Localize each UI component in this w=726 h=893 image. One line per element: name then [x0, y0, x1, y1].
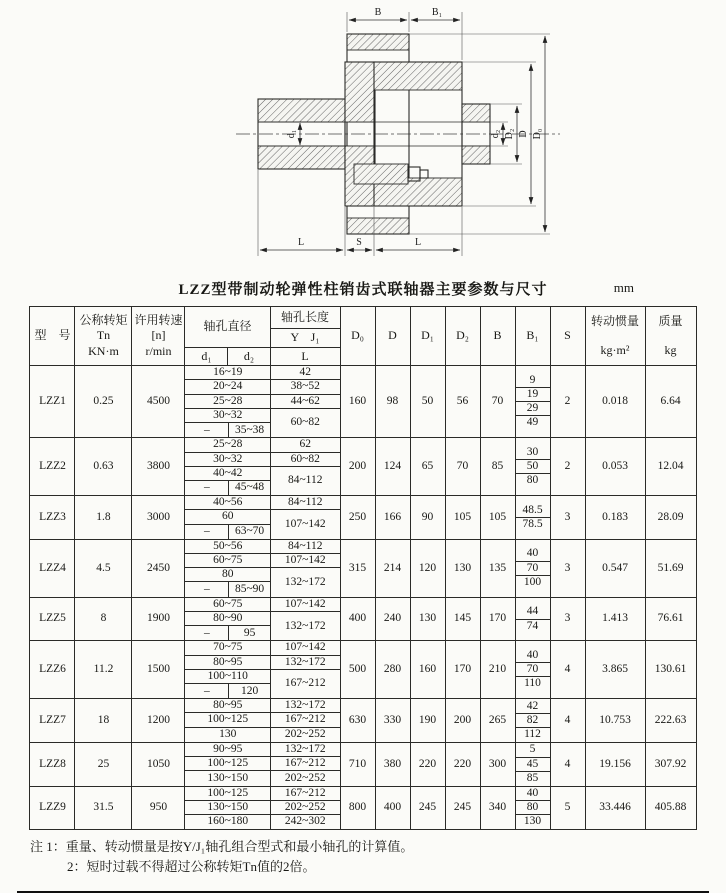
- table-row: [30, 438, 696, 496]
- bore-cell: 40~42: [185, 467, 269, 481]
- bore-cell: 132~172: [270, 699, 340, 713]
- cell-D2: 70: [445, 438, 480, 496]
- bore-cell: 242~302: [270, 815, 340, 829]
- cell-D2: 200: [445, 699, 480, 743]
- header-mass: [645, 307, 696, 366]
- cell-D2: 145: [445, 597, 480, 641]
- cell-speed: 1500: [132, 641, 185, 699]
- bore-cell: 45~48: [228, 481, 270, 495]
- cell-D1: 50: [410, 366, 445, 438]
- bore-cell: 90~95: [185, 743, 269, 757]
- spec-table-head: [30, 307, 696, 366]
- cell-torque: 31.5: [75, 786, 132, 830]
- header-torque-unit: KN·m: [88, 343, 119, 358]
- cell-S: 3: [550, 539, 585, 597]
- bore-grid: [185, 743, 339, 786]
- header-speed: [132, 307, 185, 366]
- bore-cell: 25~28: [185, 395, 269, 409]
- b1-segment: 30: [526, 445, 539, 458]
- cell-B1: [515, 539, 550, 597]
- bore-cell: 25~28: [185, 438, 269, 452]
- bore-cell: 60: [185, 510, 269, 524]
- cell-speed: 2450: [132, 539, 185, 597]
- bore-grid: [185, 598, 339, 641]
- bore-cell: 60~82: [270, 453, 340, 467]
- header-mass-unit: kg: [664, 342, 677, 357]
- bore-cell: 30~32: [185, 453, 269, 467]
- cell-D1: 220: [410, 742, 445, 786]
- cell-model: LZZ6: [30, 641, 75, 699]
- bore-cell: 107~142: [270, 641, 340, 655]
- cell-speed: 1200: [132, 699, 185, 743]
- spec-table-body: [30, 366, 696, 830]
- bore-cell: 80: [185, 568, 269, 582]
- dim-label-L-left: L: [297, 237, 305, 248]
- cell-D2: 105: [445, 496, 480, 540]
- header-speed-unit: r/min: [145, 343, 172, 358]
- table-row: [30, 641, 696, 699]
- cell-S: 2: [550, 366, 585, 438]
- cell-D0: 200: [340, 438, 375, 496]
- bore-cell: 84~112: [270, 496, 340, 510]
- cell-B: 135: [480, 539, 515, 597]
- header-D2: D₂: [445, 307, 480, 366]
- cell-mass: 6.64: [645, 366, 696, 438]
- cell-D0: 800: [340, 786, 375, 830]
- cell-speed: 950: [132, 786, 185, 830]
- cell-S: 3: [550, 597, 585, 641]
- bore-cell: 80~90: [185, 612, 269, 626]
- bore-grid: [185, 366, 339, 437]
- cell-B1: [515, 742, 550, 786]
- b1-stack: [516, 446, 550, 488]
- bore-cell: 100~125: [185, 787, 269, 801]
- bore-cell: 132~172: [270, 656, 340, 670]
- elastic-pin: [354, 164, 408, 184]
- cell-speed: 3000: [132, 496, 185, 540]
- title-row: [30, 278, 696, 300]
- cell-model: LZZ1: [30, 366, 75, 438]
- bore-cell: 160~180: [207, 815, 249, 828]
- table-row: [30, 742, 696, 786]
- bore-grid: [185, 540, 339, 597]
- bore-cell: 167~212: [270, 713, 340, 727]
- bore-cell: –: [203, 582, 210, 595]
- dim-label-D: D: [518, 130, 529, 138]
- header-inertia-unit: kg·m²: [600, 342, 630, 357]
- header-S: S: [550, 307, 585, 366]
- b1-stack: [516, 649, 550, 691]
- b1-segment: 100: [516, 575, 550, 589]
- table-row: [30, 366, 696, 438]
- table-row: [30, 597, 696, 641]
- b1-segment: 80: [516, 473, 550, 487]
- cell-mass: 28.09: [645, 496, 696, 540]
- b1-segment: 48.5: [522, 503, 543, 516]
- bore-cell: 20~24: [185, 380, 269, 394]
- cell-mass: 307.92: [645, 742, 696, 786]
- cell-model: LZZ2: [30, 438, 75, 496]
- cell-mass: 76.61: [645, 597, 696, 641]
- bore-cell: 44~62: [270, 395, 340, 409]
- header-d1: d₁: [185, 347, 228, 366]
- cell-D0: 160: [340, 366, 375, 438]
- cell-model: LZZ8: [30, 742, 75, 786]
- cell-D2: 170: [445, 641, 480, 699]
- b1-segment: 9: [529, 373, 536, 386]
- bore-cell: 107~142: [270, 598, 340, 612]
- bore-cell: 85~90: [228, 582, 270, 596]
- cell-torque: 0.25: [75, 366, 132, 438]
- note-line-2: 2：短时过载不得超过公称转矩Tn值的2倍。: [67, 859, 316, 875]
- bore-cell: –: [203, 481, 210, 494]
- page-title: LZZ型带制动轮弹性柱销齿式联轴器主要参数与尺寸: [178, 282, 548, 298]
- b1-stack: [516, 374, 550, 430]
- bore-cell: 80~95: [185, 699, 269, 713]
- bore-cell: 120: [228, 684, 270, 698]
- cell-B1: [515, 496, 550, 540]
- cell-B1: [515, 597, 550, 641]
- bore-cell: 84~112: [270, 540, 340, 554]
- header-D: D: [375, 307, 410, 366]
- cell-inertia: 0.053: [585, 438, 645, 496]
- bore-cell: 35~38: [228, 423, 270, 437]
- header-D0: D₀: [340, 307, 375, 366]
- coupling-technical-drawing: [0, 4, 726, 272]
- header-model: 型 号: [30, 307, 75, 366]
- cell-model: LZZ5: [30, 597, 75, 641]
- cell-inertia: 0.183: [585, 496, 645, 540]
- cell-torque: 8: [75, 597, 132, 641]
- cell-D1: 190: [410, 699, 445, 743]
- cell-model: LZZ9: [30, 786, 75, 830]
- b1-segment: 29: [516, 401, 550, 415]
- b1-segment: 74: [516, 619, 550, 633]
- b1-stack: [516, 605, 550, 632]
- bore-cell: 130: [219, 728, 237, 741]
- bore-grid: [185, 496, 339, 539]
- cell-D: 400: [375, 786, 410, 830]
- table-row: [30, 699, 696, 743]
- b1-segment: 110: [516, 676, 550, 690]
- cell-D0: 250: [340, 496, 375, 540]
- b1-stack: [516, 743, 550, 785]
- header-torque-cn: 公称转矩: [79, 312, 128, 327]
- cell-B: 105: [480, 496, 515, 540]
- header-B1: B₁: [515, 307, 550, 366]
- bore-cell: –: [203, 525, 210, 538]
- bore-cell: 167~212: [270, 757, 340, 771]
- cell-mass: 405.88: [645, 786, 696, 830]
- header-d2: d₂: [228, 347, 270, 366]
- bore-cell: 95: [228, 626, 270, 640]
- cell-S: 4: [550, 742, 585, 786]
- cell-B: 265: [480, 699, 515, 743]
- header-speed-cn: 许用转速: [134, 312, 183, 327]
- header-bore-diameter: 轴孔直径: [185, 307, 270, 348]
- cell-B1: [515, 786, 550, 830]
- bore-cell: 132~172: [270, 568, 340, 596]
- cell-D1: 130: [410, 597, 445, 641]
- header-torque-sym: Tn: [96, 328, 111, 343]
- cell-S: 5: [550, 786, 585, 830]
- unit-label: mm: [613, 280, 634, 295]
- bore-cell: 84~112: [270, 467, 340, 495]
- header-B: B: [480, 307, 515, 366]
- cell-S: 3: [550, 496, 585, 540]
- cell-inertia: 1.413: [585, 597, 645, 641]
- bore-cell: 40~56: [185, 496, 269, 510]
- cell-mass: 12.04: [645, 438, 696, 496]
- header-D1: D₁: [410, 307, 445, 366]
- b1-stack: [516, 504, 550, 531]
- cell-bores: [185, 742, 340, 786]
- cell-S: 4: [550, 699, 585, 743]
- cell-D1: 160: [410, 641, 445, 699]
- bore-cell: 50~56: [185, 540, 269, 554]
- cell-B: 85: [480, 438, 515, 496]
- bore-cell: –: [203, 684, 210, 697]
- cell-D: 98: [375, 366, 410, 438]
- bore-cell: –: [203, 423, 210, 436]
- bore-cell: 100~125: [185, 757, 269, 771]
- dim-label-S: S: [356, 237, 362, 248]
- b1-stack: [516, 787, 550, 829]
- cell-B1: [515, 366, 550, 438]
- cell-model: LZZ3: [30, 496, 75, 540]
- cell-D1: 90: [410, 496, 445, 540]
- dim-label-d2: d₂: [490, 129, 501, 139]
- cell-inertia: 19.156: [585, 742, 645, 786]
- dim-label-B: B: [374, 7, 382, 18]
- cell-B: 210: [480, 641, 515, 699]
- bore-cell: 42: [270, 366, 340, 380]
- cell-D: 380: [375, 742, 410, 786]
- bore-cell: 130~150: [207, 771, 249, 784]
- b1-segment: 85: [516, 771, 550, 785]
- bore-cell: 132~172: [270, 612, 340, 640]
- header-L: L: [270, 347, 340, 366]
- cell-S: 2: [550, 438, 585, 496]
- cell-D: 330: [375, 699, 410, 743]
- cell-torque: 4.5: [75, 539, 132, 597]
- b1-segment: 82: [516, 713, 550, 727]
- cell-D0: 630: [340, 699, 375, 743]
- header-inertia-cn: 转动惯量: [590, 314, 639, 328]
- cell-speed: 3800: [132, 438, 185, 496]
- header-mass-cn: 质量: [658, 314, 683, 328]
- b1-stack: [516, 700, 550, 742]
- bore-cell: 100~110: [185, 670, 269, 684]
- b1-segment: 80: [516, 800, 550, 814]
- cell-speed: 4500: [132, 366, 185, 438]
- table-row: [30, 786, 696, 830]
- table-row: [30, 539, 696, 597]
- cell-speed: 1900: [132, 597, 185, 641]
- bore-cell: 63~70: [228, 525, 270, 539]
- cell-inertia: 33.446: [585, 786, 645, 830]
- bore-cell: 30~32: [185, 409, 269, 423]
- cell-B1: [515, 641, 550, 699]
- cell-D: 124: [375, 438, 410, 496]
- bore-cell: 202~252: [270, 801, 340, 815]
- bore-cell: 167~212: [270, 787, 340, 801]
- cell-B: 340: [480, 786, 515, 830]
- bore-cell: 60~75: [185, 554, 269, 568]
- b1-segment: 40: [526, 648, 539, 661]
- b1-segment: 44: [526, 605, 539, 618]
- b1-segment: 112: [516, 727, 550, 741]
- cell-torque: 1.8: [75, 496, 132, 540]
- bore-cell: 202~252: [270, 771, 340, 785]
- bore-cell: 60~75: [185, 598, 269, 612]
- cell-mass: 51.69: [645, 539, 696, 597]
- bore-grid: [185, 641, 339, 698]
- header-speed-sym: [n]: [151, 328, 166, 343]
- dim-label-L-right: L: [414, 237, 422, 248]
- b1-segment: 130: [516, 814, 550, 828]
- cell-D0: 315: [340, 539, 375, 597]
- cell-D: 240: [375, 597, 410, 641]
- cell-inertia: 0.018: [585, 366, 645, 438]
- spec-table: [29, 306, 696, 830]
- table-row: [30, 496, 696, 540]
- dim-label-D2: D₂: [504, 128, 515, 140]
- cell-bores: [185, 539, 340, 597]
- cell-bores: [185, 641, 340, 699]
- header-YJ1: Y J₁: [270, 329, 340, 348]
- bore-cell: 80~95: [185, 656, 269, 670]
- note-line-1: 注 1：重量、转动惯量是按Y/J₁轴孔组合型式和最小轴孔的计算值。: [30, 839, 414, 855]
- cell-bores: [185, 786, 340, 830]
- cell-bores: [185, 597, 340, 641]
- b1-segment: 40: [526, 547, 539, 560]
- cell-S: 4: [550, 641, 585, 699]
- cell-D: 214: [375, 539, 410, 597]
- bore-cell: 107~142: [270, 510, 340, 538]
- bore-grid: [185, 438, 339, 495]
- b1-segment: 70: [516, 662, 550, 676]
- bore-cell: 100~125: [185, 713, 269, 727]
- cell-torque: 18: [75, 699, 132, 743]
- cell-inertia: 0.547: [585, 539, 645, 597]
- cell-speed: 1050: [132, 742, 185, 786]
- cell-D: 280: [375, 641, 410, 699]
- b1-segment: 42: [526, 699, 539, 712]
- header-bore-length: 轴孔长度: [270, 307, 340, 329]
- b1-segment: 78.5: [516, 517, 550, 531]
- cell-bores: [185, 366, 340, 438]
- bore-grid: [185, 699, 339, 742]
- cell-D2: 56: [445, 366, 480, 438]
- header-inertia: [585, 307, 645, 366]
- cell-mass: 222.63: [645, 699, 696, 743]
- dim-label-D0: D₀: [532, 128, 543, 140]
- cell-D1: 245: [410, 786, 445, 830]
- cell-D1: 120: [410, 539, 445, 597]
- bore-cell: 132~172: [270, 743, 340, 757]
- header-torque: [75, 307, 132, 366]
- bore-cell: 62: [270, 438, 340, 452]
- cell-B: 70: [480, 366, 515, 438]
- bore-cell: 38~52: [270, 380, 340, 394]
- b1-segment: 5: [529, 743, 536, 756]
- b1-stack: [516, 547, 550, 589]
- b1-segment: 50: [516, 459, 550, 473]
- bore-cell: 16~19: [185, 366, 269, 380]
- cell-D2: 130: [445, 539, 480, 597]
- bore-cell: 167~212: [270, 670, 340, 698]
- dim-label-B1: B₁: [431, 7, 443, 18]
- cell-torque: 25: [75, 742, 132, 786]
- b1-segment: 49: [516, 415, 550, 429]
- cell-bores: [185, 438, 340, 496]
- cell-bores: [185, 496, 340, 540]
- bore-grid: [185, 787, 339, 830]
- cell-inertia: 10.753: [585, 699, 645, 743]
- bore-cell: –: [203, 626, 210, 639]
- bore-cell: 202~252: [270, 728, 340, 742]
- cell-D0: 500: [340, 641, 375, 699]
- cell-B1: [515, 438, 550, 496]
- cell-B1: [515, 699, 550, 743]
- cell-model: LZZ4: [30, 539, 75, 597]
- bore-cell: 70~75: [185, 641, 269, 655]
- cell-B: 300: [480, 742, 515, 786]
- cell-bores: [185, 699, 340, 743]
- cell-inertia: 3.865: [585, 641, 645, 699]
- cell-D2: 245: [445, 786, 480, 830]
- cell-D: 166: [375, 496, 410, 540]
- bore-cell: 60~82: [270, 409, 340, 437]
- cell-torque: 11.2: [75, 641, 132, 699]
- dim-label-d1: d₁: [286, 129, 297, 139]
- cell-D0: 710: [340, 742, 375, 786]
- cell-torque: 0.63: [75, 438, 132, 496]
- b1-segment: 40: [526, 787, 539, 800]
- notes: [30, 837, 696, 877]
- cell-D2: 220: [445, 742, 480, 786]
- cell-D1: 65: [410, 438, 445, 496]
- b1-segment: 19: [516, 387, 550, 401]
- b1-segment: 70: [516, 561, 550, 575]
- cell-model: LZZ7: [30, 699, 75, 743]
- cell-B: 170: [480, 597, 515, 641]
- cell-mass: 130.61: [645, 641, 696, 699]
- bore-cell: 130~150: [185, 801, 269, 815]
- cell-D0: 400: [340, 597, 375, 641]
- bore-cell: 107~142: [270, 554, 340, 568]
- b1-segment: 45: [516, 757, 550, 771]
